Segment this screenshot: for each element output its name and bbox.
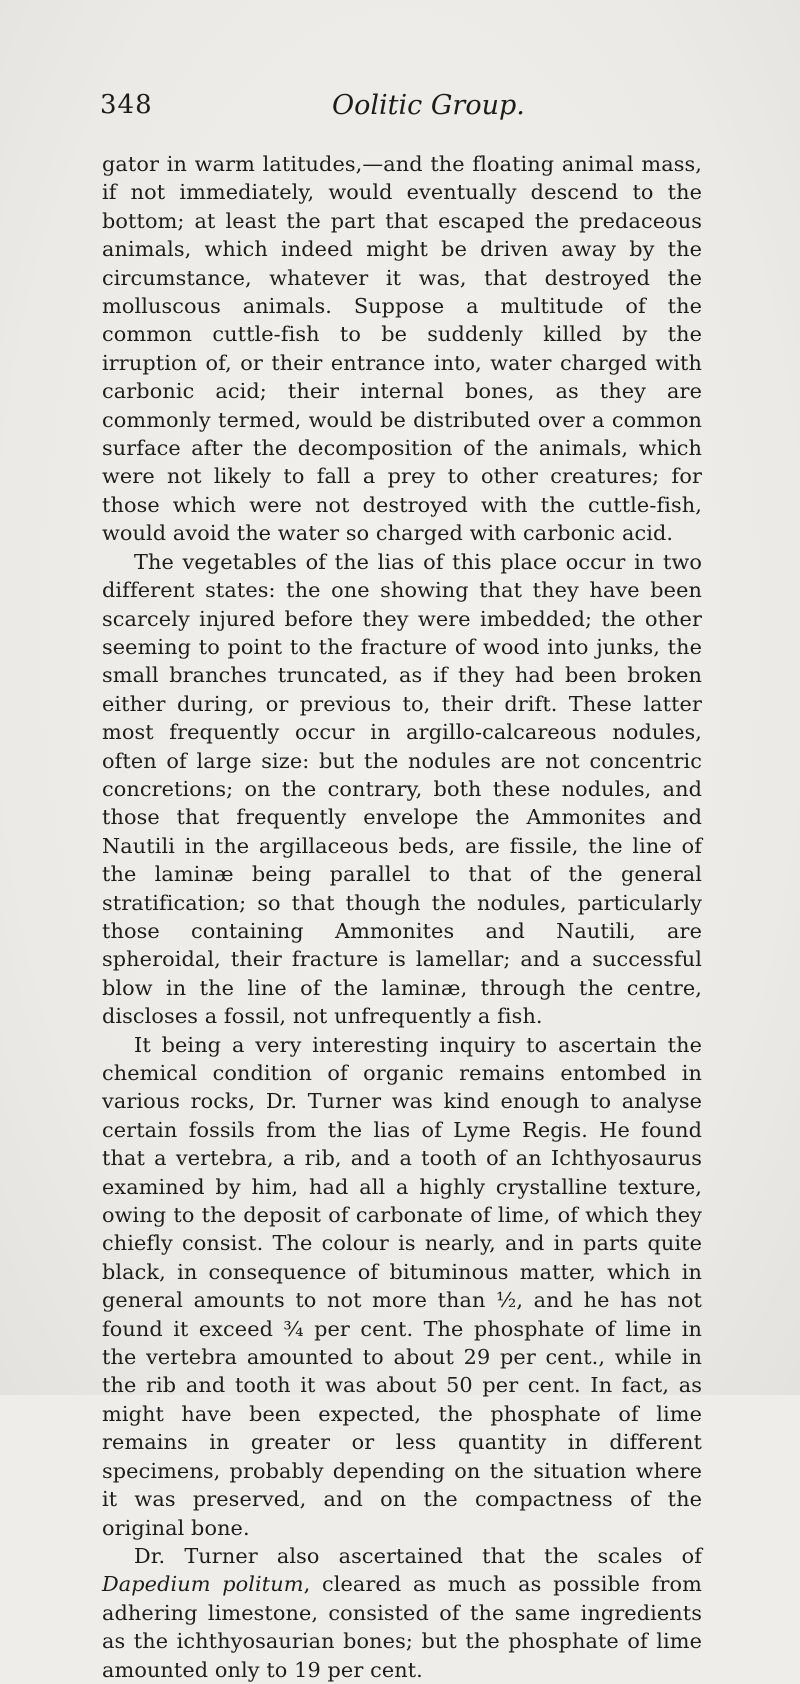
paragraph-continuation: gator in warm latitudes,—and the floating animal mass, if not immediately, would eventually descend to the bottom; at least the part that escaped the predaceous animals, which indeed might be driven away by the circumstance, whatever it was, that destroyed the molluscous animals. Suppose a multitude of the common cuttle-fish to be suddenly killed by the irruption of, or their entrance into, water charged with carbonic acid; their internal bones, as they are commonly termed, would be distributed over a common surface after the decomposition of the animals, which were not likely to fall a prey to other creatures; for those which were not destroyed with the cuttle-fish, would avoid the water so charged with carbonic acid. (102, 152, 702, 546)
page-number: 348 (100, 90, 153, 120)
species-name: Dapedium politum (102, 1572, 304, 1597)
running-title: Oolitic Group. (332, 90, 525, 121)
paragraph-text-end: , cleared as much as possible from adhering limestone, consisted of the same ingredients as the ichthyosaurian bones; but the phosphate of lime amounted only to 19 per cent. (102, 1572, 702, 1682)
paragraph-text-start: Dr. Turner also ascertained that the scales of (134, 1543, 702, 1568)
page-header (100, 90, 700, 130)
paragraph-vegetables-of-lias: The vegetables of the lias of this place occur in two different states: the one showing that they have been scarcely injured before they were imbedded; the other seeming to point to the fracture of wood into junks, the small branches truncated, as if they had been broken either during, or previous to, their drift. These latter most frequently occur in argillo-calcareous nodules, often of large size: but the nodules are not concentric concretions; on the contrary, both these nodules, and those that frequently envelope the Ammonites and Nautili in the argillaceous beds, are fissile, the line of the laminæ being parallel to that of the general stratification; so that though the nodules, particularly those containing Ammonites and Nautili, are spheroidal, their fracture is lamellar; and a successful blow in the line of the laminæ, through the centre, discloses a fossil, not unfrequently a fish. (102, 549, 702, 1029)
paragraph-chemical-condition: It being a very interesting inquiry to ascertain the chemical condition of organic remains entombed in various rocks, Dr. Turner was kind enough to analyse certain fossils from the lias of Lyme Regis. He found that a vertebra, a rib, and a tooth of an Ichthyosaurus examined by him, had all a highly crystalline texture, owing to the deposit of carbonate of lime, of which they chiefly consist. The colour is nearly, and in parts quite black, in consequence of bituminous matter, which in general amounts to not more than ½, and he has not found it exceed ¾ per cent. The phosphate of lime in the vertebra amounted to about 29 per cent., while in the rib and tooth it was about 50 per cent. In fact, as might have been expected, the phosphate of lime remains in greater or less quantity in different specimens, probably depending on the situation where it was preserved, and on the compactness of the original bone. (102, 1032, 702, 1540)
paragraph-dapedium-scales (102, 1542, 702, 1684)
body-text (102, 150, 702, 1684)
